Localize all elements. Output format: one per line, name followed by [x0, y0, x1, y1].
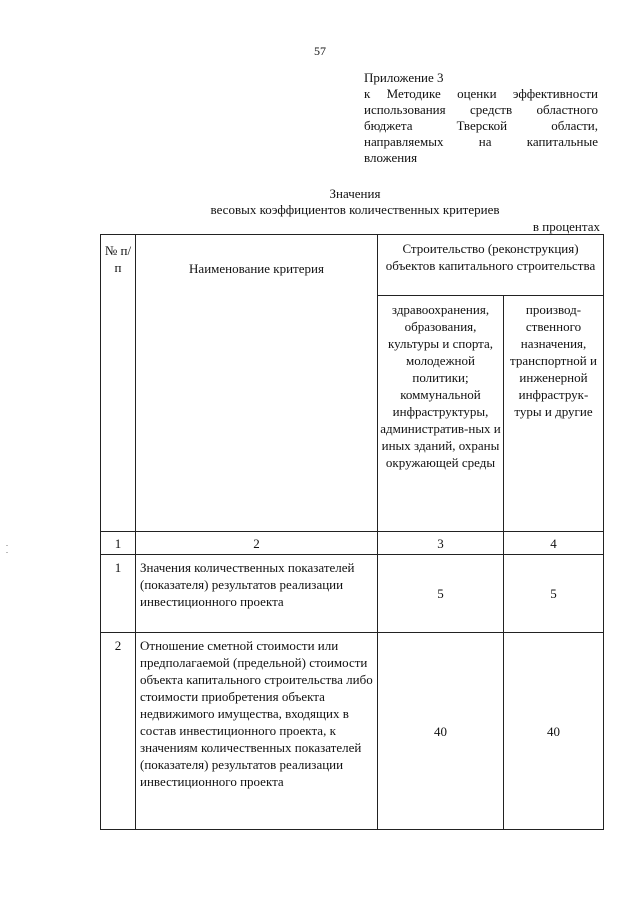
- row-criterion: Значения количественных показателей (показателя) результатов реализации инвестиционного проекта: [136, 555, 378, 633]
- header-sub-b: производ-ственного назначения, транспортной и инженерной инфраструк-туры и другие: [504, 296, 604, 532]
- appendix-line: использования средств областного: [364, 102, 598, 117]
- row-value-b: 5: [504, 555, 604, 633]
- row-value-a: 5: [378, 555, 504, 633]
- col-number: 2: [136, 532, 378, 555]
- col-number: 1: [101, 532, 136, 555]
- appendix-heading: [364, 70, 598, 166]
- appendix-line: Приложение 3: [364, 70, 444, 85]
- table-title: [0, 186, 640, 218]
- column-number-row: [101, 532, 604, 555]
- col-number: 4: [504, 532, 604, 555]
- row-num: 1: [101, 555, 136, 633]
- title-line-2: весовых коэффициентов количественных критериев: [210, 202, 500, 217]
- scan-mark: [6, 545, 8, 546]
- appendix-line: направляемых на капитальные: [364, 134, 598, 149]
- col-number: 3: [378, 532, 504, 555]
- page-number: 57: [314, 44, 326, 58]
- table-row: [101, 633, 604, 830]
- header-row: [101, 235, 604, 296]
- row-value-b: 40: [504, 633, 604, 830]
- table-row: [101, 555, 604, 633]
- row-value-a: 40: [378, 633, 504, 830]
- header-group: Строительство (реконструкция) объектов капитального строительства: [378, 235, 604, 296]
- scan-mark: [6, 552, 8, 553]
- appendix-line: к Методике оценки эффективности: [364, 86, 598, 101]
- row-num: 2: [101, 633, 136, 830]
- criteria-table: [100, 234, 604, 830]
- row-criterion: Отношение сметной стоимости или предполагаемой (предельной) стоимости объекта капитального строительства либо стоимости приобретения объекта недвижимого имущества, входящих в состав инвестиционного проекта, к значениям количественных показателей (показателя) результатов реализации инвестиционного проекта: [136, 633, 378, 830]
- header-criterion: Наименование критерия: [136, 235, 378, 532]
- appendix-line: бюджета Тверской области,: [364, 118, 598, 133]
- header-num: № п/п: [101, 235, 136, 532]
- title-line-1: Значения: [329, 186, 381, 201]
- units-note: в процентах: [532, 219, 600, 234]
- appendix-line: вложения: [364, 150, 418, 165]
- header-sub-a: здравоохранения, образования, культуры и спорта, молодежной политики; коммунальной инфраструктуры, административ-ных и иных зданий, охраны окружающей среды: [378, 296, 504, 532]
